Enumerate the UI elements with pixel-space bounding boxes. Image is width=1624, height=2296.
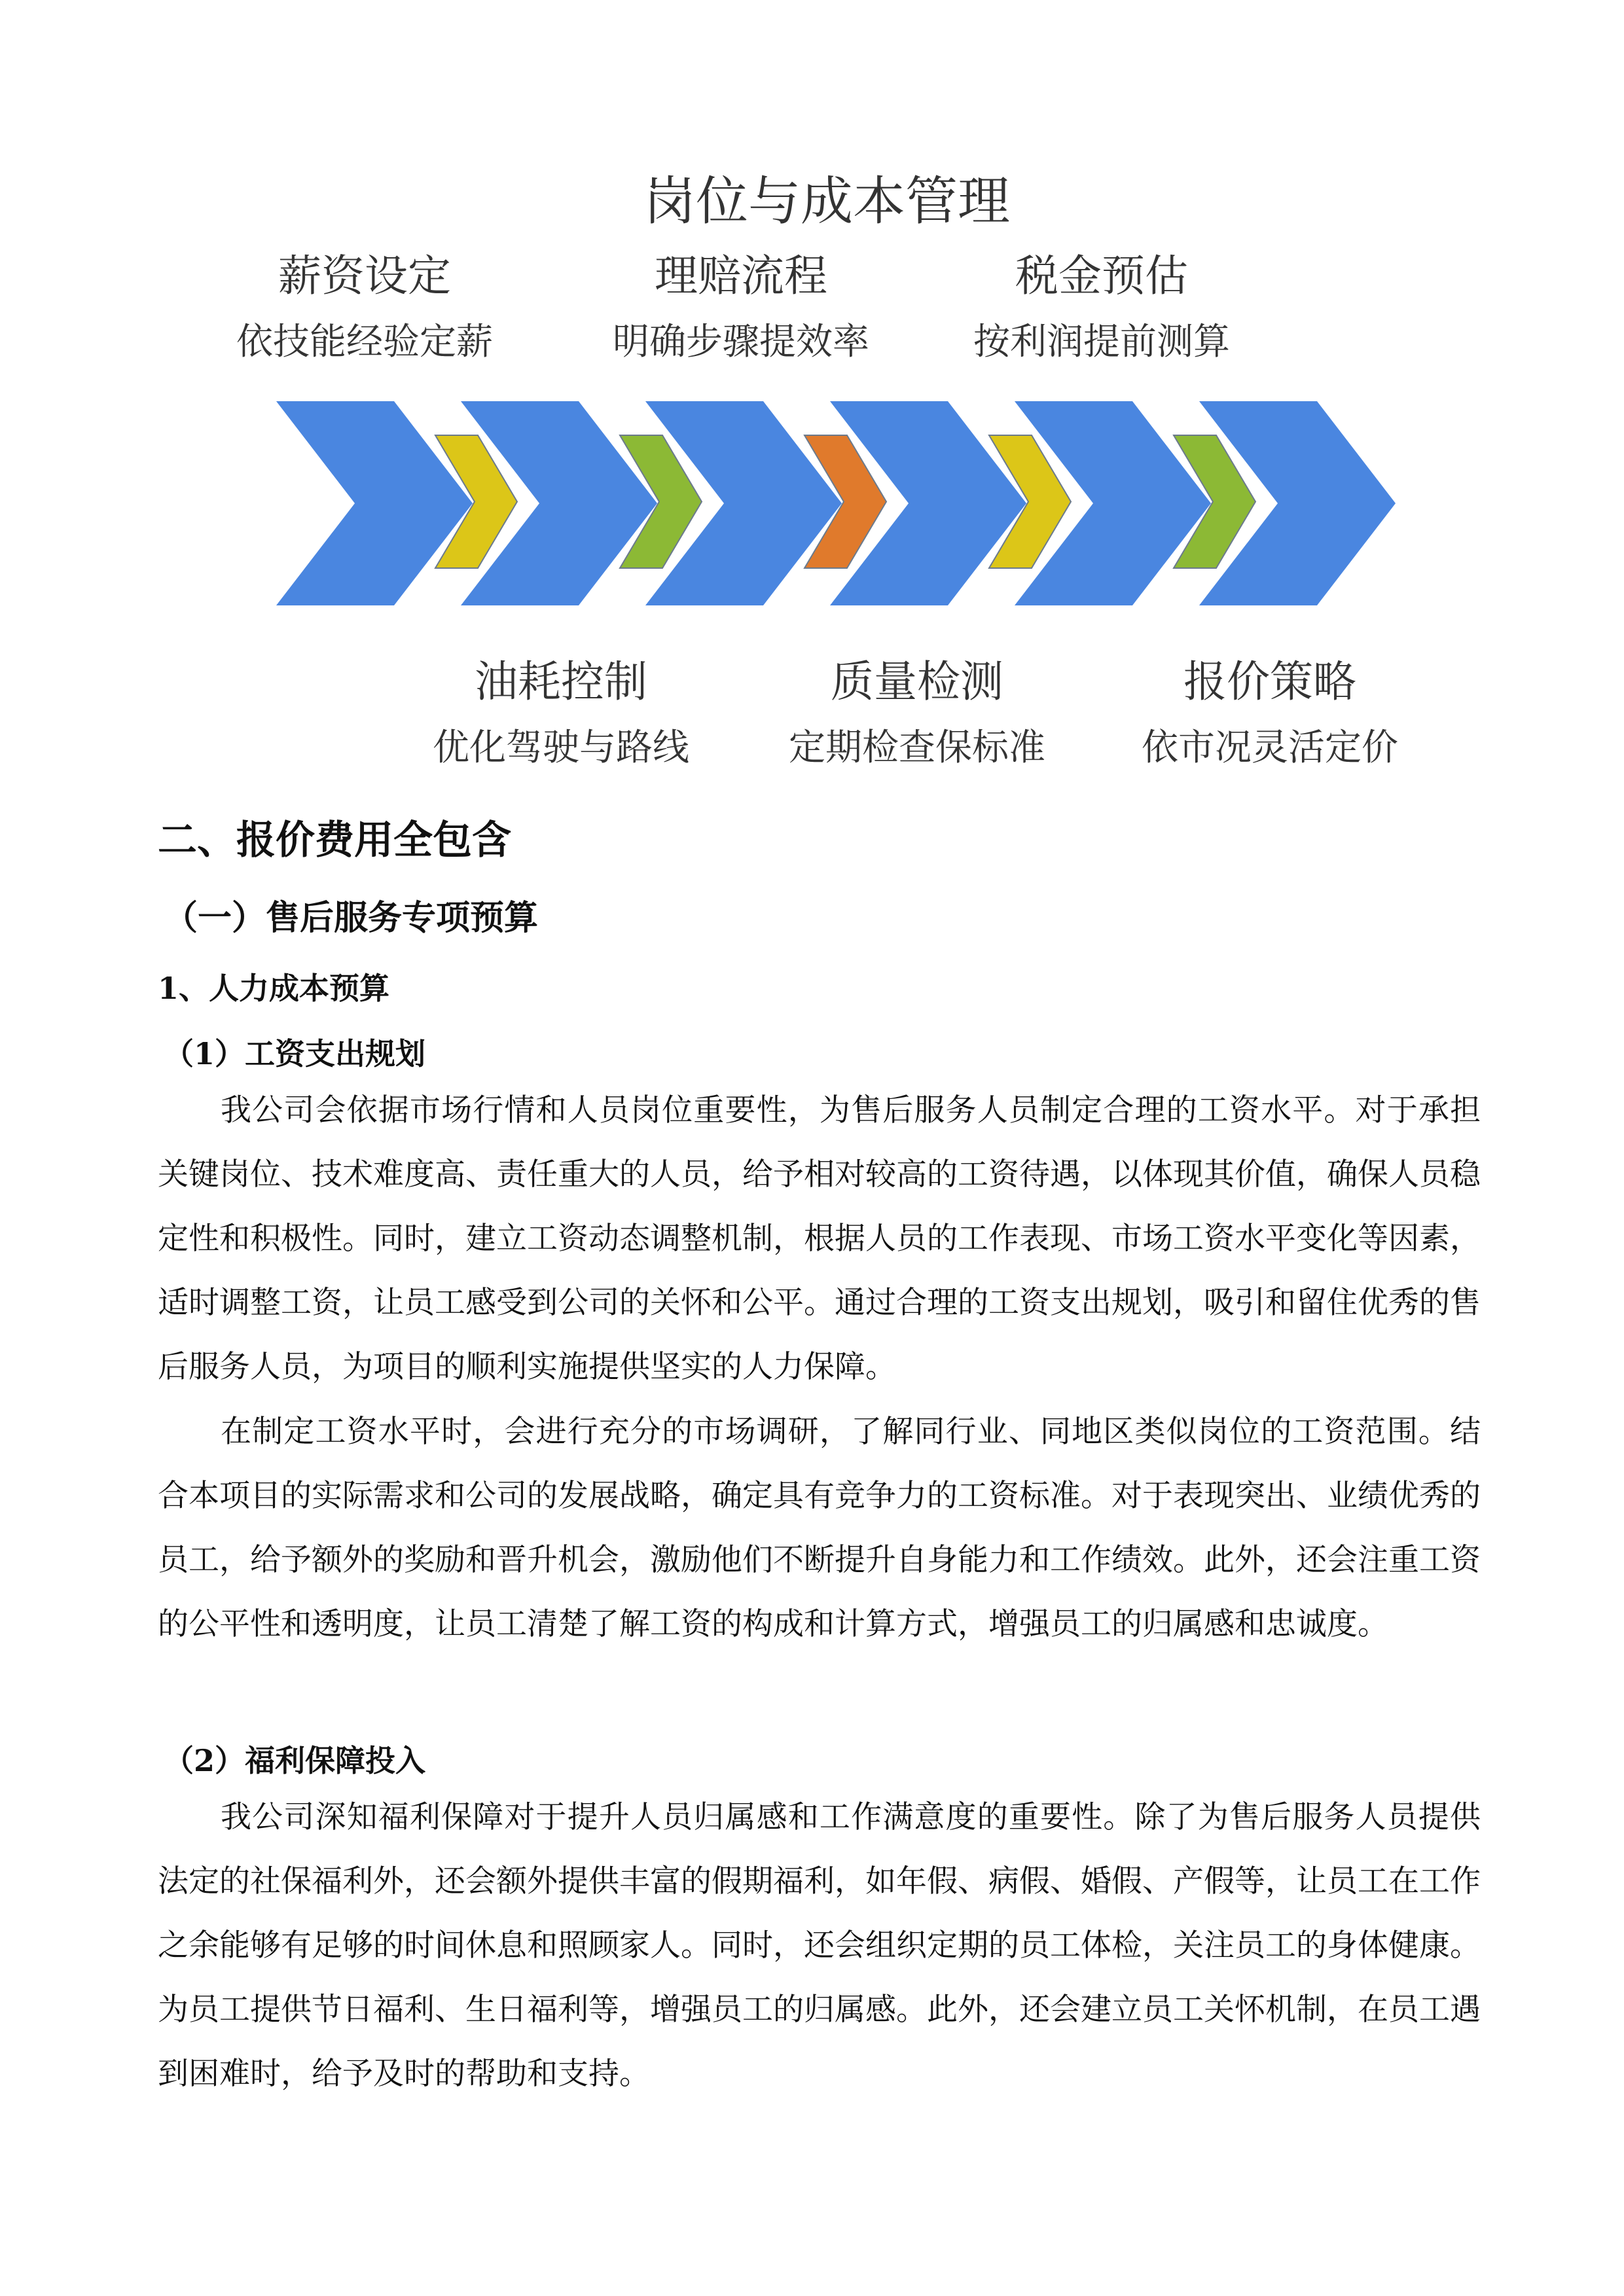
sub-heading-welfare: （2）福利保障投入 — [164, 1743, 426, 1778]
diagram-sublabel: 明确步骤提效率 — [613, 321, 869, 363]
diagram-label: 理赔流程 — [655, 251, 827, 301]
diagram-label: 薪资设定 — [278, 251, 451, 301]
diagram-sublabel: 依市况灵活定价 — [1142, 726, 1398, 769]
main-chevron — [276, 401, 473, 605]
paragraph: 我公司深知福利保障对于提升人员归属感和工作满意度的重要性。除了为售后服务人员提供法定的社保福利外，还会额外提供丰富的假期福利，如年假、病假、婚假、产假等，让员工在工作之余能够有足够的时间休息和照顾家人。同时，还会组织定期的员工体检，关注员工的身体健康。为员工提供节日福利、生日福利等，增强员工的归属感。此外，还会建立员工关怀机制，在员工遇到困难时，给予及时的帮助和支持。 — [158, 1799, 1481, 2092]
diagram-label: 质量检测 — [831, 656, 1003, 707]
diagram-title: 岗位与成本管理 — [643, 171, 1010, 232]
paragraph: 我公司会依据市场行情和人员岗位重要性，为售后服务人员制定合理的工资水平。对于承担关键岗位、技术难度高、责任重大的人员，给予相对较高的工资待遇，以体现其价值，确保人员稳定性和积极性。同时，建立工资动态调整机制，根据人员的工作表现、市场工资水平变化等因素，适时调整工资，让员工感受到公司的关怀和公平。通过合理的工资支出规划，吸引和留住优秀的售后服务人员，为项目的顺利实施提供坚实的人力保障。 — [158, 1092, 1481, 1385]
diagram-label: 税金预估 — [1015, 251, 1188, 301]
diagram-sublabel: 优化驾驶与路线 — [433, 726, 689, 769]
diagram-label: 报价策略 — [1183, 656, 1356, 707]
diagram-sublabel: 依技能经验定薪 — [236, 321, 493, 363]
chevron-flow — [0, 0, 1624, 655]
item-heading: 1、人力成本预算 — [158, 971, 390, 1006]
section-heading: 二、报价费用全包含 — [158, 817, 511, 863]
subsection-heading: （一）售后服务专项预算 — [164, 898, 539, 938]
sub-heading-salary: （1）工资支出规划 — [164, 1036, 426, 1071]
paragraph: 在制定工资水平时，会进行充分的市场调研，了解同行业、同地区类似岗位的工资范围。结合本项目的实际需求和公司的发展战略，确定具有竞争力的工资标准。对于表现突出、业绩优秀的员工，给予额外的奖励和晋升机会，激励他们不断提升自身能力和工作绩效。此外，还会注重工资的公平性和透明度，让员工清楚了解工资的构成和计算方式，增强员工的归属感和忠诚度。 — [158, 1414, 1481, 1642]
diagram-sublabel: 按利润提前测算 — [973, 321, 1230, 363]
diagram-sublabel: 定期检查保标准 — [789, 726, 1045, 769]
diagram-label: 油耗控制 — [475, 656, 647, 707]
